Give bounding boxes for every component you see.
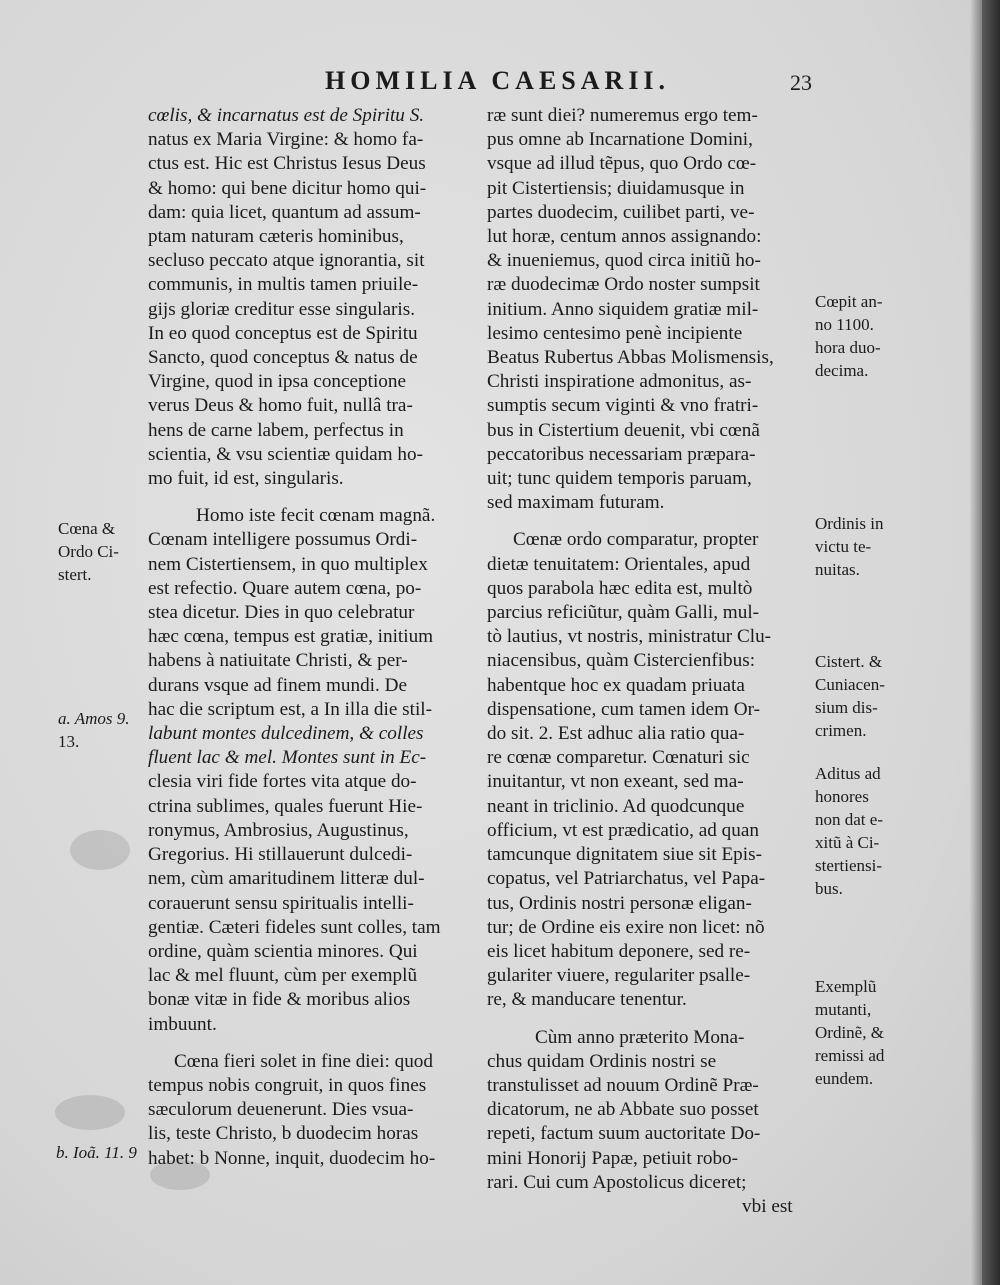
text-line: In eo quod conceptus est de Spiritu [148, 322, 418, 344]
text-line: ordine, quàm scientia minores. Qui [148, 940, 418, 962]
text-line: gulariter viuere, regulariter psalle- [487, 965, 751, 987]
text-line: sed maximam futuram. [487, 492, 665, 514]
margin-note-coepit-anno [815, 290, 883, 382]
text-line: Beatus Rubertus Abbas Molismensis, [487, 347, 774, 369]
note-line: Cuniacen- [815, 675, 885, 694]
text-line: ctus est. Hic est Christus Iesus Deus [148, 153, 426, 175]
text-line: chus quidam Ordinis nostri se [487, 1050, 717, 1072]
text-line: do sit. 2. Est adhuc alia ratio qua- [487, 723, 745, 745]
text-line: vsque ad illud tẽpus, quo Ordo cœ- [487, 153, 757, 175]
text-line: bonæ vitæ in fide & moribus alios [148, 989, 411, 1011]
text-line: re cœnæ comparetur. Cœnaturi sic [487, 747, 750, 769]
text-line: Cœnam intelligere possumus Ordi- [148, 529, 418, 551]
catchword: vbi est [742, 1195, 793, 1217]
text-line: labunt montes dulcedinem, & colles [148, 723, 424, 745]
text-line: repeti, factum suum auctoritate Do- [487, 1123, 761, 1145]
text-line: corauerunt sensu spiritualis intelli- [148, 892, 414, 914]
running-header-title: HOMILIA CAESARII. [325, 66, 671, 95]
note-line: bus. [815, 879, 843, 898]
text-line: lis, teste Christo, b duodecim horas [148, 1123, 419, 1145]
text-line: dicatorum, ne ab Abbate suo posset [487, 1099, 759, 1121]
text-line: tò lautius, vt nostris, ministratur Clu- [487, 626, 772, 648]
text-line: habet: b Nonne, inquit, duodecim ho- [148, 1147, 436, 1169]
text-line: Homo iste fecit cœnam magnã. [196, 505, 436, 527]
page-number: 23 [790, 70, 812, 95]
text-line: copatus, vel Patriarchatus, vel Papa- [487, 868, 766, 890]
text-line: transtulisset ad nouum Ordinẽ Præ- [487, 1074, 759, 1096]
right-text-column [487, 104, 813, 1219]
note-line: Ordinis in [815, 514, 884, 533]
note-line: Cœpit an- [815, 292, 883, 311]
text-line: est refectio. Quare autem cœna, po- [148, 577, 422, 599]
margin-note-amos-reference [58, 707, 129, 753]
text-line: quos parabola hæc edita est, multò [487, 577, 753, 599]
text-line: ræ sunt diei? numeremus ergo tem- [487, 105, 758, 126]
text-line: verus Deus & homo fuit, nullâ tra- [148, 395, 413, 417]
text-line: pus omne ab Incarnatione Domini, [487, 129, 753, 151]
text-line: durans vsque ad finem mundi. De [148, 674, 407, 696]
note-line: Cœna & [58, 519, 116, 538]
text-line: ronymus, Ambrosius, Augustinus, [148, 819, 409, 841]
text-line: lac & mel fluunt, cùm per exemplũ [148, 965, 418, 987]
text-line: rari. Cui cum Apostolicus diceret; [487, 1171, 747, 1193]
text-line: dam: quia licet, quantum ad assum- [148, 201, 421, 223]
text-line: Christi inspiratione admonitus, as- [487, 371, 752, 393]
note-line: Ordo Ci- [58, 542, 119, 561]
note-line: xitũ à Ci- [815, 833, 880, 852]
margin-note-cistert-discrimen [815, 650, 885, 742]
text-line: Cœnæ ordo comparatur, propter [513, 529, 759, 551]
text-line: peccatoribus necessariam præpara- [487, 443, 756, 465]
text-line: bus in Cistertium deuenit, vbi cœnã [487, 419, 760, 441]
text-line: clesia viri fide fortes vita atque do- [148, 771, 417, 793]
text-line: tempus nobis congruit, in quos fines [148, 1074, 427, 1096]
text-line: inuitantur, vt non exeant, sed ma- [487, 771, 744, 793]
left-text-column [148, 104, 476, 1171]
text-line: tus, Ordinis nostri personæ eligan- [487, 892, 752, 914]
text-line: hac die scriptum est, a In illa die stil- [148, 698, 432, 720]
note-line: sium dis- [815, 698, 878, 717]
text-line: re, & manducare tenentur. [487, 989, 687, 1011]
text-line: gijs gloriæ creditur esse singularis. [148, 298, 415, 320]
text-line: tur; de Ordine eis exire non licet: nõ [487, 916, 765, 938]
text-line: ptam naturam cæteris hominibus, [148, 226, 404, 248]
margin-note-aditus-honores [815, 762, 883, 900]
text-line: habens à natiuitate Christi, & per- [148, 650, 408, 672]
margin-note-cena-ordo [58, 517, 119, 586]
text-line: initium. Anno siquidem gratiæ mil- [487, 298, 759, 320]
text-line: eis licet habitum deponere, sed re- [487, 940, 751, 962]
note-line: no 1100. [815, 315, 874, 334]
text-line: pit Cistertiensis; diuidamusque in [487, 177, 745, 199]
text-line: & homo: qui bene dicitur homo qui- [148, 177, 427, 199]
text-line: ctrina sublimes, quales fuerunt Hie- [148, 795, 423, 817]
text-line: nem Cistertiensem, in quo multiplex [148, 553, 428, 575]
text-line: Gregorius. Hi stillauerunt dulcedi- [148, 844, 413, 866]
margin-note-ordinis-tenuitas [815, 512, 883, 581]
text-line: nem, cùm amaritudinem litteræ dul- [148, 868, 425, 890]
text-line: dispensatione, cum tamen idem Or- [487, 698, 760, 720]
text-line: lut horæ, centum annos assignando: [487, 226, 762, 248]
text-line: sumptis secum viginti & vno fratri- [487, 395, 759, 417]
text-line: Sancto, quod conceptus & natus de [148, 347, 418, 369]
text-line: tamcunque dignitatem siue sit Epis- [487, 844, 762, 866]
text-line: scientia, & vsu scientiæ quidam ho- [148, 443, 423, 465]
text-line: Cœna fieri solet in fine diei: quod [174, 1050, 433, 1072]
text-line: secluso peccato atque ignorantia, sit [148, 250, 425, 272]
text-line: partes duodecim, cuilibet parti, ve- [487, 201, 755, 223]
text-line: dietæ tenuitatem: Orientales, apud [487, 553, 751, 575]
note-line: Exemplũ [815, 977, 877, 996]
text-line: uit; tunc quidem temporis paruam, [487, 468, 752, 490]
note-line: 13. [58, 732, 80, 751]
note-line: b. Ioã. 11. 9 [56, 1143, 137, 1162]
text-line: gentiæ. Cæteri fideles sunt colles, tam [148, 916, 441, 938]
note-line: honores [815, 787, 869, 806]
margin-note-john-reference [56, 1141, 137, 1164]
note-line: stert. [58, 565, 92, 584]
text-line: Cùm anno præterito Mona- [535, 1026, 745, 1048]
text-line: hens de carne labem, perfectus in [148, 419, 404, 441]
text-line: hæc cœna, tempus est gratiæ, initium [148, 626, 434, 648]
text-line: natus ex Maria Virgine: & homo fa- [148, 129, 424, 151]
note-line: stertiensi- [815, 856, 883, 875]
note-line: decima. [815, 361, 869, 380]
note-line: remissi ad [815, 1046, 885, 1065]
text-line: imbuunt. [148, 1013, 217, 1035]
note-line: eundem. [815, 1069, 874, 1088]
margin-note-exemplum [815, 975, 884, 1090]
text-line: lesimo centesimo penè incipiente [487, 322, 743, 344]
text-line: Virgine, quod in ipsa conceptione [148, 371, 406, 393]
text-line: & inueniemus, quod circa initiũ ho- [487, 250, 761, 272]
note-line: a. Amos 9. [58, 709, 130, 728]
text-line: officium, vt est prædicatio, ad quan [487, 819, 759, 841]
text-line: habentque hoc ex quadam priuata [487, 674, 745, 696]
book-binding-shadow [982, 0, 1000, 1285]
text-line: neant in triclinio. Ad quodcunque [487, 795, 745, 817]
ink-smudge [55, 1095, 125, 1130]
text-line: mo fuit, id est, singularis. [148, 468, 344, 490]
note-line: crimen. [815, 721, 867, 740]
text-line: fluent lac & mel. Montes sunt in Ec- [148, 747, 427, 769]
note-line: non dat e- [815, 810, 883, 829]
text-line: stea dicetur. Dies in quo celebratur [148, 602, 415, 624]
text-line: communis, in multis tamen priuile- [148, 274, 419, 296]
note-line: Aditus ad [815, 764, 881, 783]
note-line: mutanti, [815, 1000, 872, 1019]
text-line: parcius reficiũtur, quàm Galli, mul- [487, 602, 760, 624]
text-line: mini Honorij Papæ, petiuit robo- [487, 1147, 739, 1169]
note-line: Cistert. & [815, 652, 883, 671]
text-line: ræ duodecimæ Ordo noster sumpsit [487, 274, 760, 296]
text-line: cœlis, & incarnatus est de Spiritu S. [148, 105, 425, 126]
text-line: niacensibus, quàm Cistercienfibus: [487, 650, 756, 672]
note-line: nuitas. [815, 560, 860, 579]
note-line: hora duo- [815, 338, 881, 357]
note-line: Ordinẽ, & [815, 1023, 884, 1042]
ink-smudge [70, 830, 130, 870]
text-line: sæculorum deuenerunt. Dies vsua- [148, 1099, 414, 1121]
note-line: victu te- [815, 537, 872, 556]
